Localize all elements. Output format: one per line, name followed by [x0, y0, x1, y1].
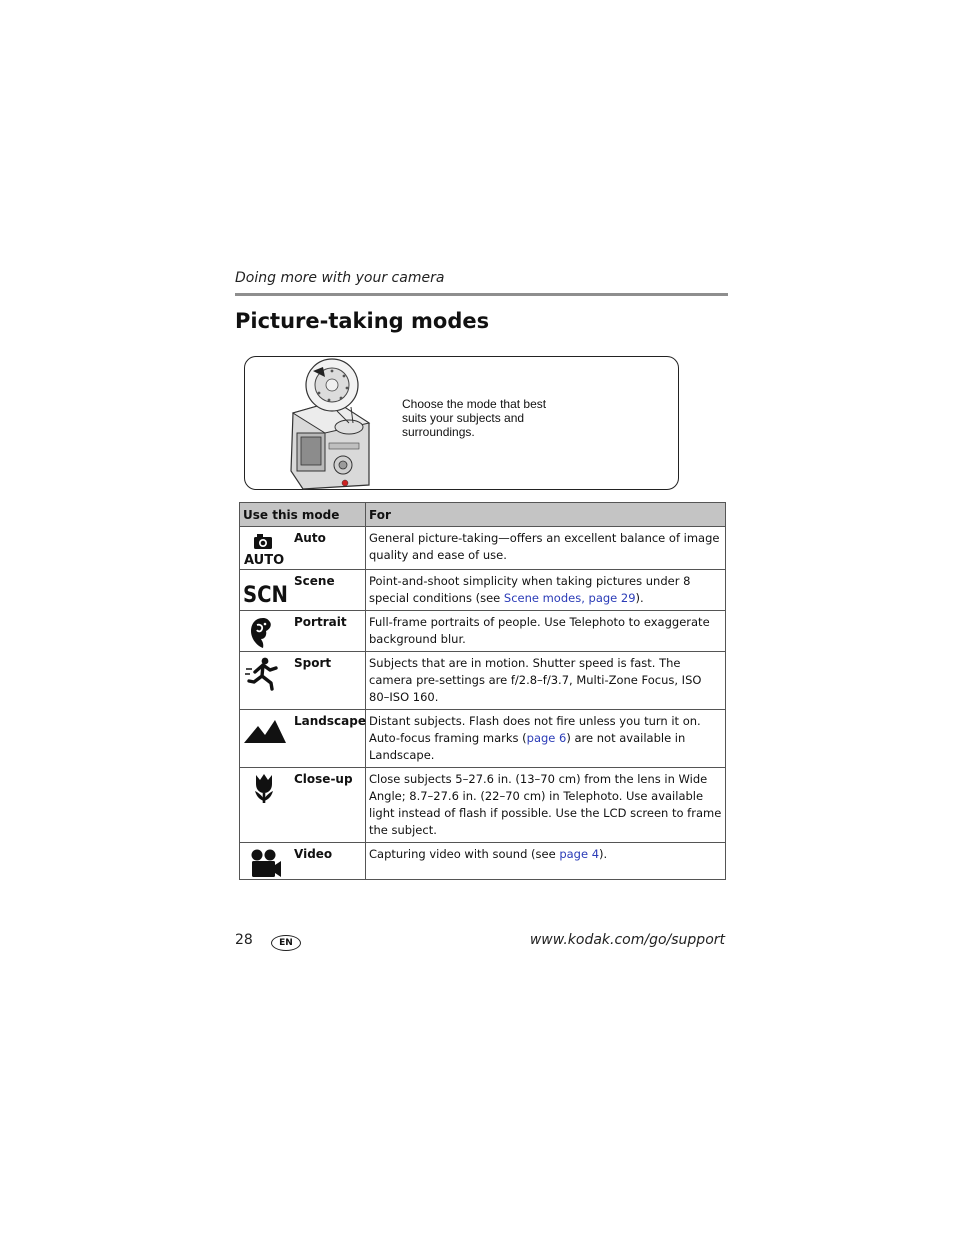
column-header-mode: Use this mode [240, 503, 366, 527]
description-text: ) are not available in Landscape. [369, 731, 686, 762]
mode-cell [240, 652, 366, 710]
auto-camera-icon [243, 531, 289, 567]
mode-name: Video [294, 847, 333, 861]
scene-modes-link[interactable]: Scene modes, page 29 [503, 591, 636, 605]
table-row [240, 527, 726, 570]
auto-icon-text: AUTO [244, 553, 285, 567]
mode-cell [240, 527, 366, 570]
mode-cell [240, 768, 366, 843]
description-text: Capturing video with sound (see [369, 847, 560, 861]
mode-dial-callout [244, 356, 679, 490]
table-row [240, 768, 726, 843]
header-rule [235, 293, 728, 296]
description-text: ). [635, 591, 644, 605]
table-row [240, 570, 726, 611]
page-number: 28 [235, 932, 253, 948]
modes-table [239, 502, 726, 880]
callout-text: Choose the mode that best suits your subjects and surroundings. [402, 397, 547, 439]
mode-description: Subjects that are in motion. Shutter speed is fast. The camera pre-settings are f/2.8–f/3.7, Multi-Zone Focus, ISO 80–ISO 160. [366, 652, 726, 710]
mode-cell [240, 843, 366, 880]
table-header-row [240, 503, 726, 527]
close-up-icon [243, 772, 289, 808]
mode-name: Sport [294, 656, 332, 670]
description-text: Distant subjects. Flash does not fire unless you turn it on. Auto-focus framing marks ( [369, 714, 701, 745]
description-text: ). [599, 847, 608, 861]
mode-cell [240, 710, 366, 768]
page-4-link[interactable]: page 4 [559, 847, 600, 861]
scene-icon-text: SCN [243, 583, 288, 608]
table-row [240, 611, 726, 652]
description-text: Point-and-shoot simplicity when taking pictures under 8 special conditions (see [369, 574, 691, 605]
sport-icon [243, 656, 289, 692]
table-row [240, 843, 726, 880]
mode-cell [240, 570, 366, 611]
mode-name: Portrait [294, 615, 347, 629]
table-row [240, 652, 726, 710]
video-icon [243, 847, 289, 883]
mode-description [366, 570, 726, 611]
landscape-icon [243, 714, 289, 750]
support-url[interactable]: www.kodak.com/go/support [529, 932, 725, 948]
mode-description: General picture-taking—offers an excellent balance of image quality and ease of use. [366, 527, 726, 570]
page-6-link[interactable]: page 6 [526, 731, 567, 745]
mode-description [366, 843, 726, 880]
mode-name: Auto [294, 531, 326, 545]
table-row [240, 710, 726, 768]
mode-cell [240, 611, 366, 652]
page-title: Picture-taking modes [235, 309, 490, 333]
language-badge: EN [271, 935, 301, 951]
scene-icon [243, 574, 289, 610]
section-title: Doing more with your camera [235, 270, 445, 286]
mode-name: Landscape [294, 714, 366, 728]
mode-description [366, 710, 726, 768]
mode-name: Close-up [294, 772, 353, 786]
column-header-for: For [366, 503, 726, 527]
portrait-icon [243, 615, 289, 651]
mode-description: Close subjects 5–27.6 in. (13–70 cm) from the lens in Wide Angle; 8.7–27.6 in. (22–70 cm) in Telephoto. Use available light instead of flash if possible. Use the LCD screen to frame the subject. [366, 768, 726, 843]
mode-description: Full-frame portraits of people. Use Telephoto to exaggerate background blur. [366, 611, 726, 652]
mode-name: Scene [294, 574, 335, 588]
